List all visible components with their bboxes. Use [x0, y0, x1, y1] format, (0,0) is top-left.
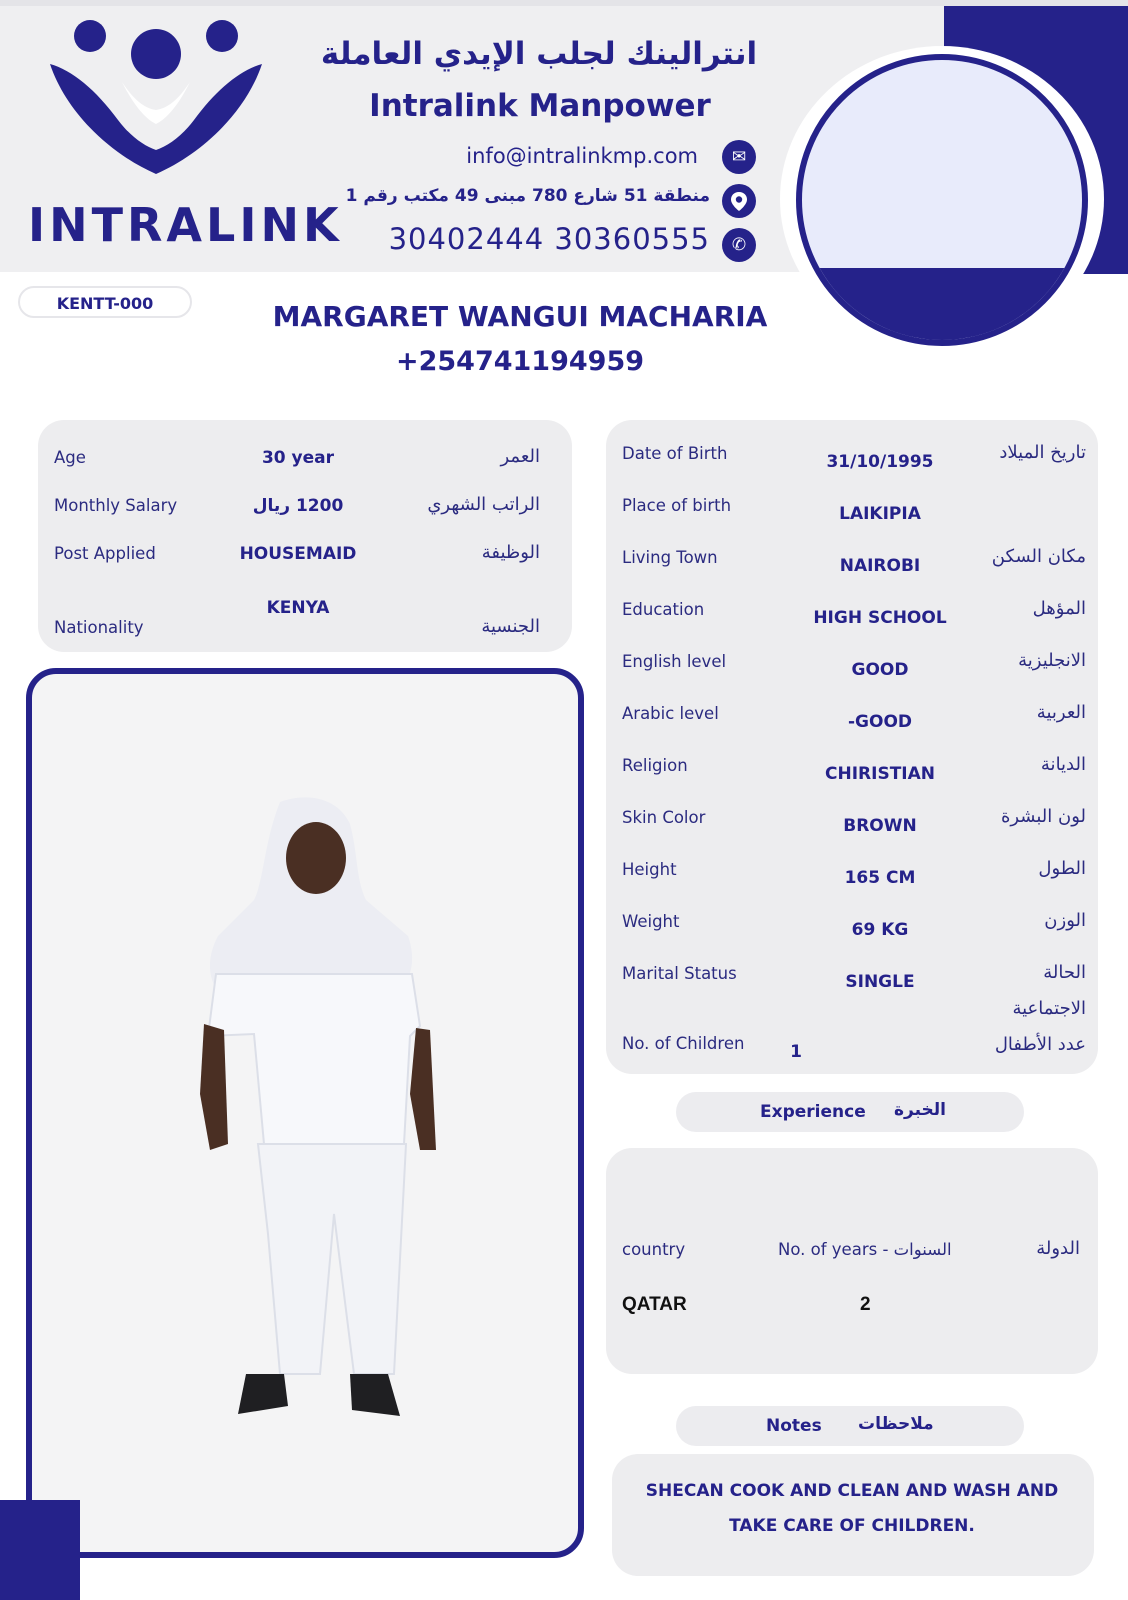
- intralink-logo-icon: [44, 20, 268, 180]
- experience-col-years: No. of years - السنوات: [778, 1240, 952, 1259]
- weight-value: 69 KG: [851, 920, 909, 940]
- nationality-value: KENYA: [266, 598, 330, 618]
- candidate-figure: [32, 674, 578, 1552]
- company-phones[interactable]: 30402444 30360555: [388, 222, 710, 256]
- envelope-icon: ✉: [722, 140, 756, 174]
- experience-col-country: country: [622, 1240, 686, 1259]
- age-label: Age: [54, 448, 86, 467]
- marital-status-label-ar: الحالة: [1043, 962, 1086, 983]
- age-value: 30 year: [261, 448, 335, 468]
- notes-text: SHECAN COOK AND CLEAN AND WASH AND TAKE CARE OF CHILDREN.: [645, 1481, 1059, 1536]
- education-label-ar: المؤهل: [1032, 598, 1086, 619]
- experience-panel: [606, 1148, 1098, 1374]
- living-town-label-ar: مكان السكن: [991, 546, 1086, 567]
- birthplace-label: Place of birth: [622, 496, 732, 515]
- english-level-value: GOOD: [851, 660, 909, 680]
- children-label-ar: عدد الأطفال: [994, 1034, 1086, 1055]
- nationality-label: Nationality: [54, 618, 144, 637]
- notes-header-pill: [676, 1406, 1024, 1446]
- children-value: 1: [790, 1042, 802, 1062]
- arabic-level-label-ar: العربية: [1036, 702, 1086, 723]
- reference-code: KENTT-000: [18, 286, 192, 318]
- experience-col-country-ar: الدولة: [1036, 1238, 1080, 1259]
- skin-color-label: Skin Color: [622, 808, 706, 827]
- birthplace-value: LAIKIPIA: [839, 504, 921, 524]
- phone-icon: ✆: [722, 228, 756, 262]
- weight-label-ar: الوزن: [1044, 910, 1086, 931]
- experience-row-years: 2: [860, 1294, 871, 1315]
- skin-color-label-ar: لون البشرة: [1000, 806, 1086, 827]
- religion-value: CHIRISTIAN: [825, 764, 935, 784]
- post-value: HOUSEMAID: [239, 544, 357, 564]
- company-title-english: Intralink Manpower: [369, 88, 711, 124]
- religion-label-ar: الديانة: [1040, 754, 1086, 775]
- dob-label: Date of Birth: [622, 444, 728, 463]
- age-label-ar: العمر: [500, 446, 540, 467]
- height-label-ar: الطول: [1038, 858, 1086, 879]
- english-level-label-ar: الانجليزية: [1018, 650, 1086, 671]
- experience-title-ar: الخبرة: [894, 1100, 947, 1120]
- education-label: Education: [622, 600, 705, 619]
- post-label-ar: الوظيفة: [481, 542, 540, 563]
- religion-label: Religion: [622, 756, 688, 775]
- post-label: Post Applied: [54, 544, 156, 563]
- marital-status-label: Marital Status: [622, 964, 737, 983]
- candidate-name: MARGARET WANGUI MACHARIA: [272, 300, 768, 333]
- arabic-level-value: -GOOD: [847, 712, 913, 732]
- arabic-level-label: Arabic level: [622, 704, 719, 723]
- height-value: 165 CM: [844, 868, 916, 888]
- logo-wordmark: INTRALINK: [28, 198, 343, 252]
- salary-label: Monthly Salary: [54, 496, 178, 515]
- notes-title-ar: ملاحظات: [858, 1414, 934, 1434]
- candidate-photo-card: [26, 668, 584, 1558]
- location-pin-icon: [722, 184, 756, 218]
- living-town-label: Living Town: [622, 548, 718, 567]
- nationality-label-ar: الجنسية: [481, 616, 540, 637]
- candidate-phone[interactable]: +254741194959: [395, 346, 645, 377]
- company-email[interactable]: info@intralinkmp.com: [466, 144, 698, 168]
- notes-title: Notes: [766, 1416, 822, 1436]
- salary-label-ar: الراتب الشهري: [427, 494, 540, 515]
- marital-status-label-ar-2: الاجتماعية: [1012, 998, 1086, 1019]
- company-title-arabic: انترالينك لجلب الإيدي العاملة: [320, 36, 758, 72]
- profile-photo: [796, 54, 1088, 346]
- skin-color-value: BROWN: [843, 816, 917, 836]
- dob-value: 31/10/1995: [826, 452, 934, 472]
- marital-status-value: SINGLE: [845, 972, 915, 992]
- height-label: Height: [622, 860, 677, 879]
- company-address: منطقة 51 شارع 780 مبنى 49 مكتب رقم 1: [345, 186, 710, 206]
- english-level-label: English level: [622, 652, 727, 671]
- living-town-value: NAIROBI: [839, 556, 921, 576]
- bottom-corner-accent: [0, 1500, 80, 1600]
- experience-title: Experience: [760, 1102, 866, 1122]
- children-label: No. of Children: [622, 1034, 745, 1053]
- experience-row-country: QATAR: [622, 1294, 687, 1315]
- weight-label: Weight: [622, 912, 680, 931]
- salary-value: 1200 ريال: [252, 496, 344, 516]
- dob-label-ar: تاريخ الميلاد: [999, 442, 1086, 463]
- education-value: HIGH SCHOOL: [813, 608, 947, 628]
